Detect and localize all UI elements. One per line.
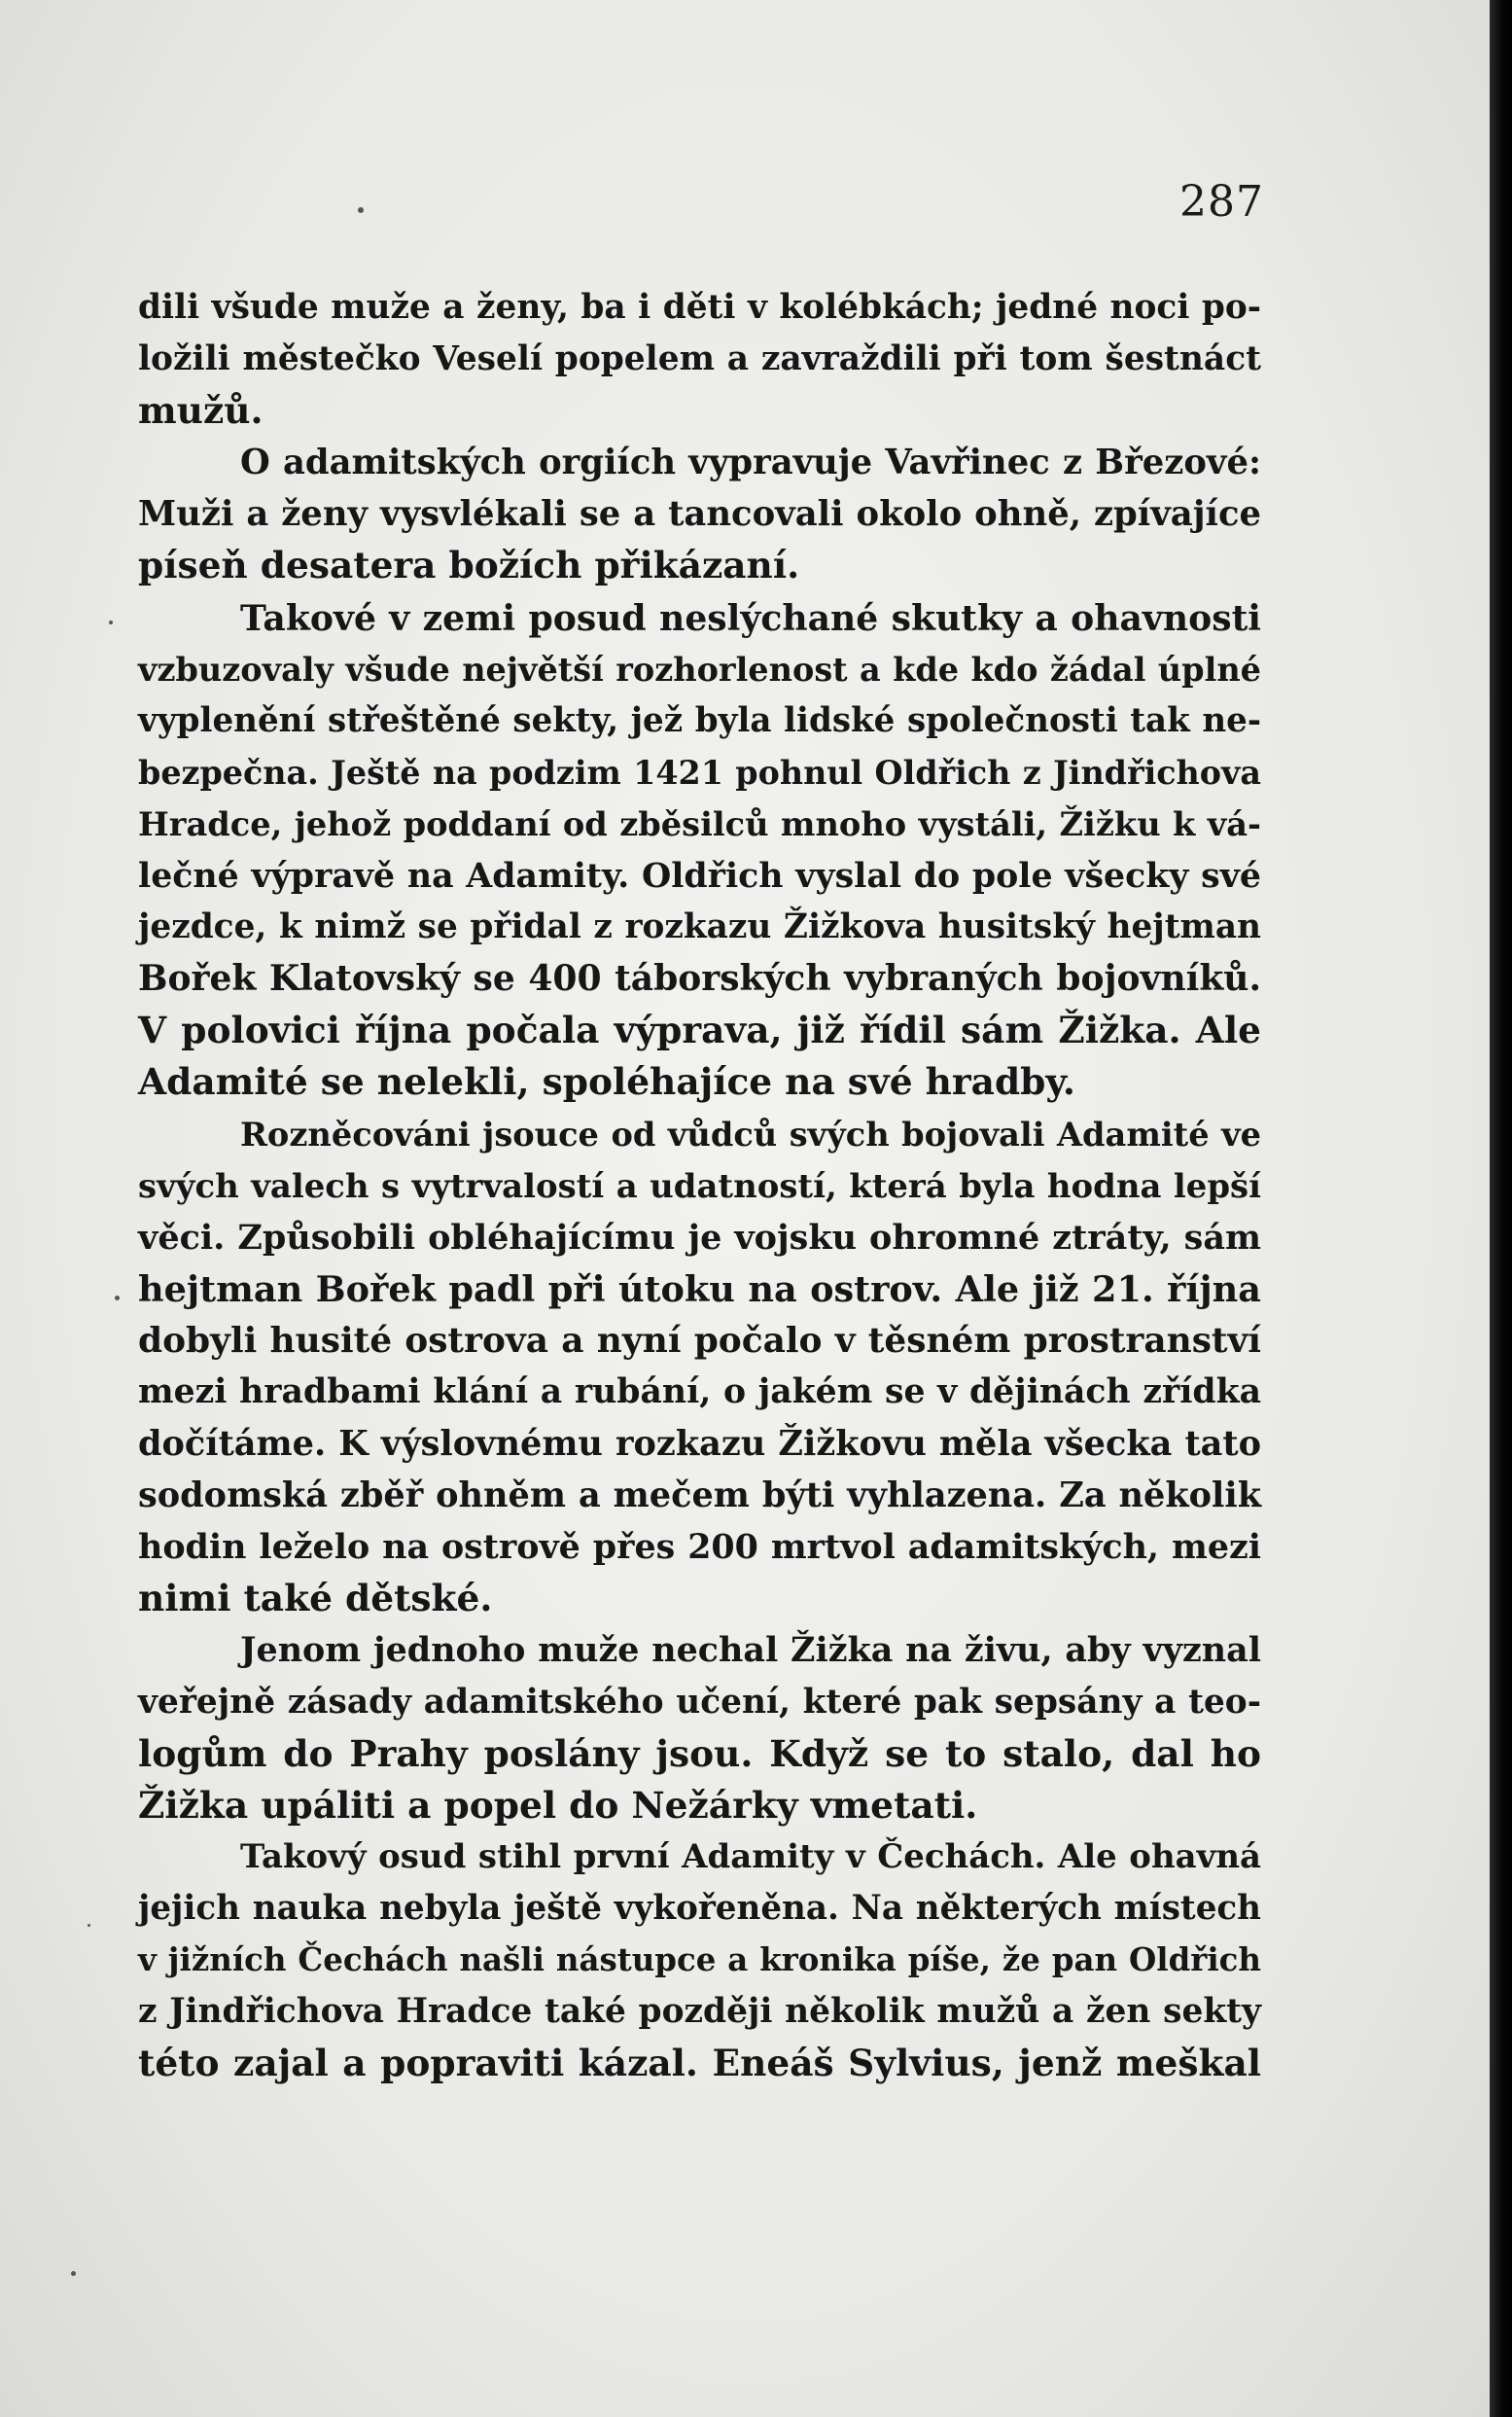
text-line: Takový osud stihl první Adamity v Čechách. Ale ohavná [240, 1836, 1261, 1876]
text-line: vyplenění střeštěné sekty, jež byla lidské společnosti tak ne- [138, 700, 1261, 740]
text-line: mezi hradbami klání a rubání, o jakém se v dějinách zřídka [138, 1371, 1261, 1411]
text-line: dobyli husité ostrova a nyní počalo v těsném prostranství [138, 1319, 1261, 1361]
text-line: Takové v zemi posud neslýchané skutky a ohavnosti [240, 596, 1261, 639]
text-line: hejtman Bořek padl při útoku na ostrov. Ale již 21. října [138, 1267, 1261, 1310]
text-line: Rozněcováni jsouce od vůdců svých bojovali Adamité ve [240, 1114, 1261, 1154]
text-line: píseň desatera božích přikázaní. [138, 544, 800, 587]
text-line: O adamitských orgiích vypravuje Vavřinec z Březové: [240, 443, 1261, 483]
text-line: hodin leželo na ostrově přes 200 mrtvol adamitských, mezi [138, 1527, 1261, 1568]
text-line: Žižka upáliti a popel do Nežárky vmetati. [138, 1783, 978, 1827]
text-line: dočítáme. K výslovnému rozkazu Žižkovu měla všecka tato [138, 1424, 1261, 1465]
text-line: svých valech s vytrvalostí a udatností, která byla hodna lepší [138, 1165, 1261, 1205]
scan-border [1490, 0, 1512, 2417]
text-line: Bořek Klatovský se 400 táborských vybraných bojovníků. [138, 958, 1261, 1000]
text-line: této zajal a popraviti kázal. Eneáš Sylvius, jenž meškal [138, 2042, 1261, 2085]
page-number: 287 [1179, 177, 1264, 227]
scan-speck [358, 207, 364, 213]
text-line: dili všude muže a ženy, ba i děti v kolébkách; jedné noci po- [138, 288, 1261, 327]
scan-speck [88, 1924, 90, 1927]
text-line: nimi také dětské. [138, 1577, 493, 1620]
text-line: Adamité se nelekli, spoléhajíce na své hradby. [138, 1060, 1075, 1104]
text-line: věci. Způsobili obléhajícímu je vojsku ohromné ztráty, sám [138, 1217, 1261, 1258]
text-line: bezpečna. Ještě na podzim 1421 pohnul Oldřich z Jindřichova [138, 753, 1261, 792]
text-line: z Jindřichova Hradce také později několik mužů a žen sekty [138, 1992, 1261, 2032]
text-line: veřejně zásady adamitského učení, které pak sepsány a teo- [138, 1682, 1261, 1722]
text-line: sodomská zběř ohněm a mečem býti vyhlazena. Za několik [138, 1475, 1261, 1516]
text-line: v jižních Čechách našli nástupce a kronika píše, že pan Oldřich [138, 1941, 1261, 1978]
text-line: jejich nauka nebyla ještě vykořeněna. Na některých místech [138, 1888, 1261, 1928]
text-line: ložili městečko Veselí popelem a zavraždili při tom šestnáct [138, 339, 1261, 379]
text-line: Jenom jednoho muže nechal Žižka na živu, aby vyznal [240, 1630, 1261, 1671]
text-line: jezdce, k nimž se přidal z rozkazu Žižkova husitský hejtman [138, 907, 1261, 947]
text-line: vzbuzovaly všude největší rozhorlenost a kde kdo žádal úplné [138, 650, 1261, 689]
text-line: Muži a ženy vysvlékali se a tancovali okolo ohně, zpívajíce [138, 494, 1261, 535]
text-line: V polovici října počala výprava, již řídil sám Žižka. Ale [138, 1009, 1261, 1052]
scan-speck [115, 1296, 120, 1300]
text-line: lečné výpravě na Adamity. Oldřich vyslal do pole všecky své [138, 856, 1261, 897]
scan-speck [71, 2271, 76, 2276]
text-line: mužů. [138, 389, 264, 433]
text-line: Hradce, jehož poddaní od zběsilců mnoho vystáli, Žižku k vá- [138, 803, 1261, 843]
body-text [138, 282, 1261, 2089]
text-line: logům do Prahy poslány jsou. Když se to stalo, dal ho [138, 1731, 1261, 1775]
scan-speck [109, 621, 113, 624]
